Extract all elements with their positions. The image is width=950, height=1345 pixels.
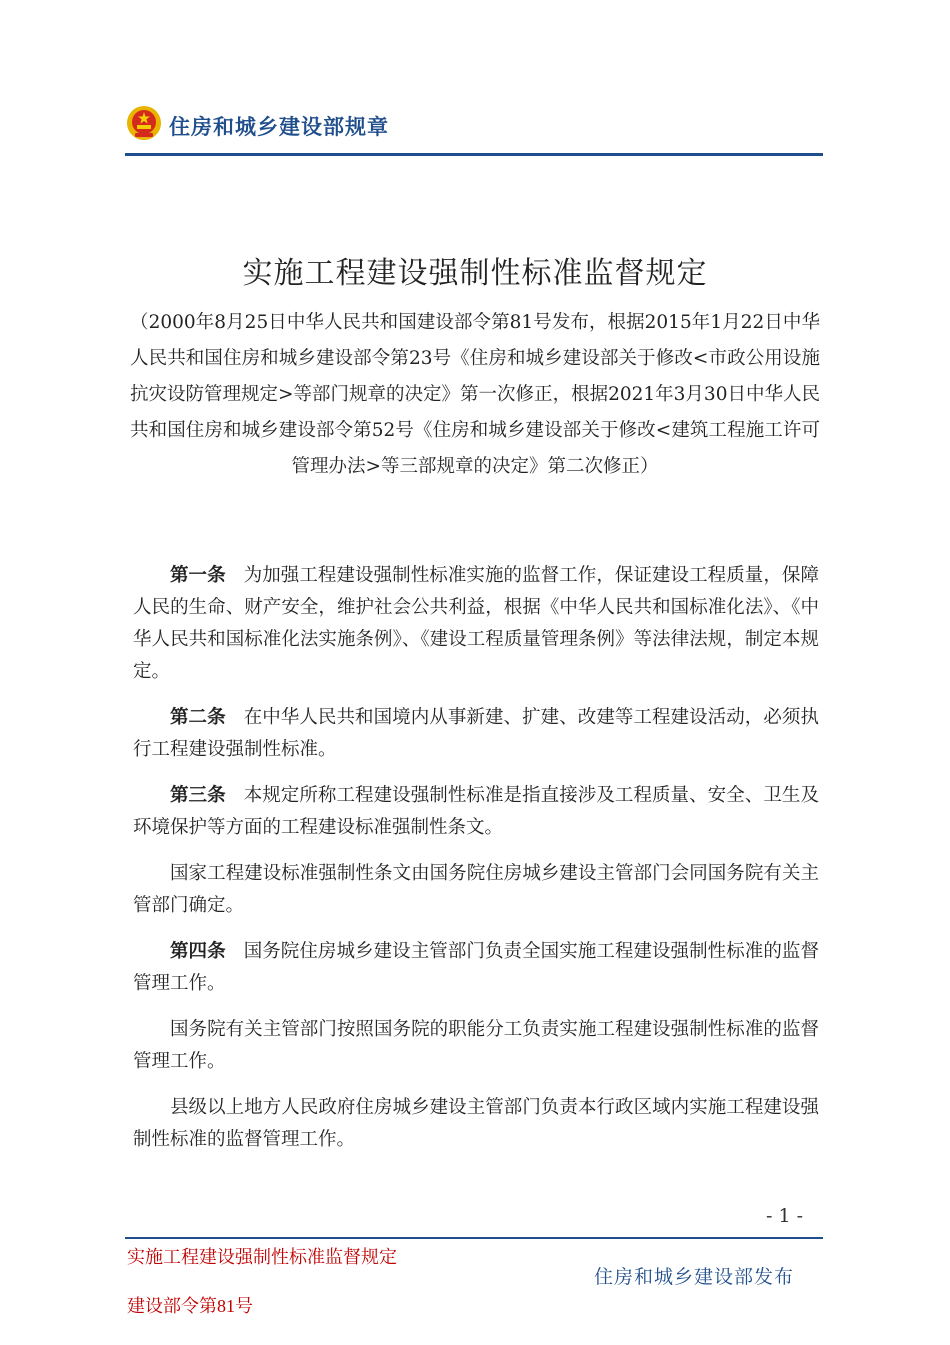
header-divider [125,153,823,156]
footer-decree-number: 建设部令第81号 [127,1296,253,1316]
document-subtitle: （2000年8月25日中华人民共和国建设部令第81号发布，根据2015年1月22日中华人民共和国住房和城乡建设部令第23号《住房和城乡建设部关于修改<市政公用设施抗灾设防管理规定>等部门规章的决定》第一次修正，根据2021年3月30日中华人民共和国住房和城乡建设部令第52号《住房和城乡建设部关于修改<建筑工程施工许可管理办法>等三部规章的决定》第二次修正） [130,312,820,477]
article-text: 县级以上地方人民政府住房城乡建设主管部门负责本行政区域内实施工程建设强制性标准的监督管理工作。 [133,1097,819,1150]
document-body [133,560,819,1170]
page-number: - 1 - [766,1205,804,1227]
article-text: 国务院有关主管部门按照国务院的职能分工负责实施工程建设强制性标准的监督管理工作。 [133,1019,819,1072]
article-paragraph [133,780,819,844]
article-label: 第三条 [170,785,226,806]
page-header [125,104,825,144]
article-text: 在中华人民共和国境内从事新建、扩建、改建等工程建设活动，必须执行工程建设强制性标准。 [133,707,819,760]
article-text: 本规定所称工程建设强制性标准是指直接涉及工程质量、安全、卫生及环境保护等方面的工程建设标准强制性条文。 [133,785,819,838]
footer-publisher: 住房和城乡建设部发布 [594,1266,795,1288]
header-title: 住房和城乡建设部规章 [169,115,389,139]
national-emblem-icon [125,104,163,142]
article-label: 第四条 [170,941,226,962]
article-label: 第二条 [170,707,226,728]
article-paragraph [133,702,819,766]
footer-document-name: 实施工程建设强制性标准监督规定 [127,1247,397,1267]
article-paragraph [133,936,819,1000]
article-paragraph [133,858,819,922]
article-text: 为加强工程建设强制性标准实施的监督工作，保证建设工程质量，保障人民的生命、财产安全，维护社会公共利益，根据《中华人民共和国标准化法》、《中华人民共和国标准化法实施条例》、《建设工程质量管理条例》等法律法规，制定本规定。 [133,565,819,682]
article-text: 国务院住房城乡建设主管部门负责全国实施工程建设强制性标准的监督管理工作。 [133,941,819,994]
document-title: 实施工程建设强制性标准监督规定 [242,256,708,291]
article-text: 国家工程建设标准强制性条文由国务院住房城乡建设主管部门会同国务院有关主管部门确定。 [133,863,819,916]
article-paragraph [133,1014,819,1078]
article-label: 第一条 [170,565,226,586]
article-paragraph [133,560,819,688]
footer-divider [125,1237,823,1239]
article-paragraph [133,1092,819,1156]
